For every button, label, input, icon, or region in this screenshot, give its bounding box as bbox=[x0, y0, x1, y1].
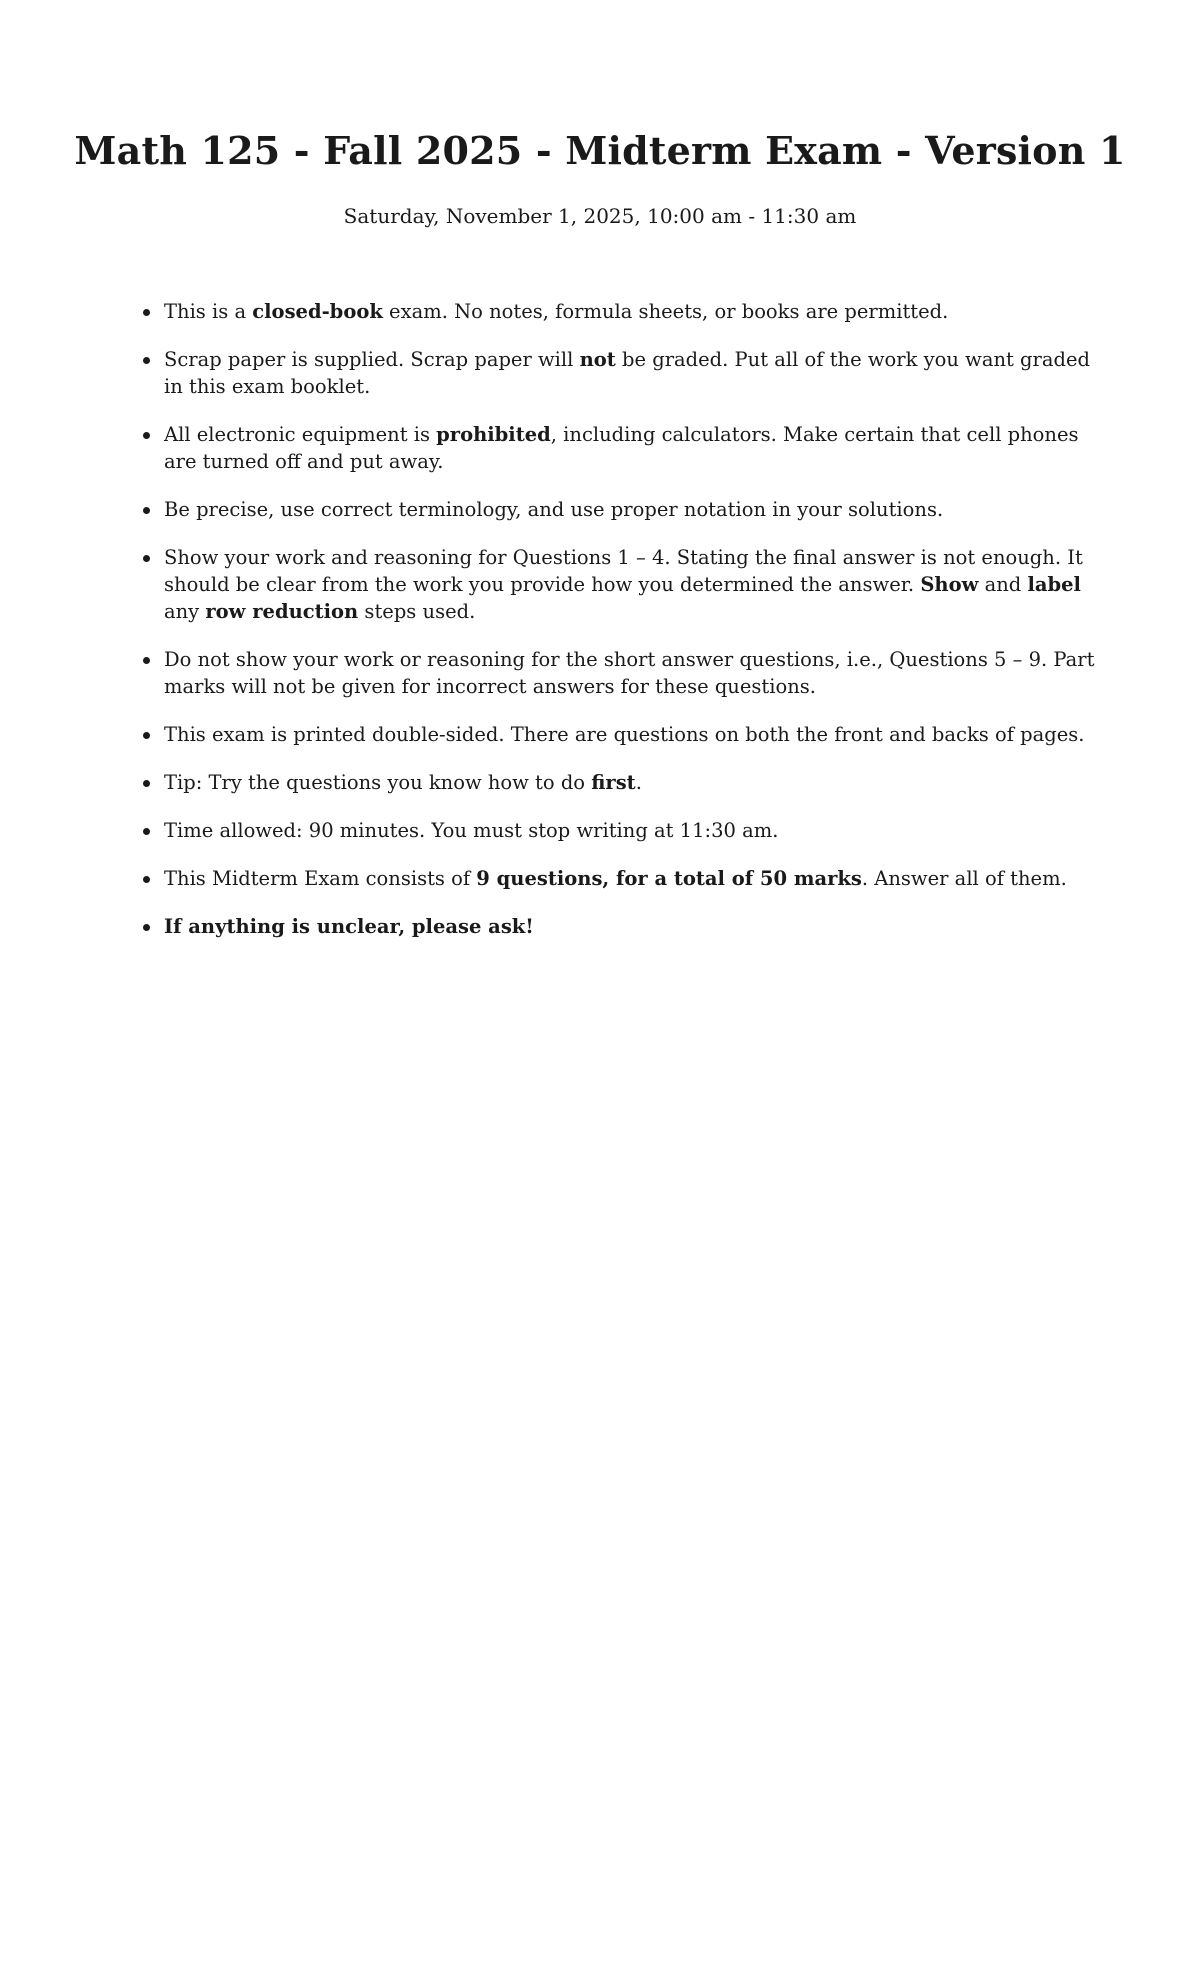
instruction-item bbox=[140, 769, 1100, 796]
instruction-text: Be precise, use correct terminology, and use proper notation in your solutions. bbox=[164, 498, 944, 521]
instruction-item bbox=[140, 913, 1100, 940]
bullet-icon bbox=[143, 732, 150, 739]
bullet-icon bbox=[143, 780, 150, 787]
instruction-text: be graded. Put all of the work you want graded in this exam booklet. bbox=[164, 348, 1090, 398]
instruction-text: exam. No notes, formula sheets, or books are permitted. bbox=[382, 300, 949, 323]
bullet-icon bbox=[143, 432, 150, 439]
instruction-emphasis: prohibited bbox=[436, 423, 551, 446]
bullet-icon bbox=[143, 357, 150, 364]
bullet-icon bbox=[143, 555, 150, 562]
instruction-item bbox=[140, 646, 1100, 700]
instruction-text: This exam is printed double-sided. There are questions on both the front and backs of pages. bbox=[164, 723, 1085, 746]
instruction-item bbox=[140, 865, 1100, 892]
exam-date-time: Saturday, November 1, 2025, 10:00 am - 11:30 am bbox=[343, 204, 857, 228]
instruction-item bbox=[140, 346, 1100, 400]
instruction-item bbox=[140, 298, 1100, 325]
instruction-text: . bbox=[635, 771, 642, 794]
instruction-item bbox=[140, 496, 1100, 523]
bullet-icon bbox=[143, 507, 150, 514]
instruction-item bbox=[140, 544, 1100, 625]
instruction-text: This is a bbox=[164, 300, 253, 323]
instruction-emphasis: closed-book bbox=[252, 300, 383, 323]
instruction-text: , including calculators. Make certain that cell phones are turned off and put away. bbox=[164, 423, 1079, 473]
instruction-emphasis: label bbox=[1027, 573, 1081, 596]
exam-title: Math 125 - Fall 2025 - Midterm Exam - Version 1 bbox=[74, 128, 1126, 173]
instruction-emphasis: Show bbox=[920, 573, 979, 596]
bullet-icon bbox=[143, 657, 150, 664]
instruction-text: Scrap paper is supplied. Scrap paper will bbox=[164, 348, 580, 371]
instruction-text: . Answer all of them. bbox=[861, 867, 1067, 890]
instruction-text: Tip: Try the questions you know how to do bbox=[164, 771, 592, 794]
instruction-text: All electronic equipment is bbox=[164, 423, 437, 446]
instruction-emphasis: not bbox=[579, 348, 616, 371]
instruction-text: steps used. bbox=[358, 600, 476, 623]
instruction-text: This Midterm Exam consists of bbox=[164, 867, 477, 890]
instruction-emphasis: 9 questions, for a total of 50 marks bbox=[476, 867, 862, 890]
bullet-icon bbox=[143, 876, 150, 883]
bullet-icon bbox=[143, 924, 150, 931]
instruction-text: Time allowed: 90 minutes. You must stop writing at 11:30 am. bbox=[164, 819, 779, 842]
instruction-item bbox=[140, 721, 1100, 748]
instruction-item bbox=[140, 421, 1100, 475]
instruction-text: any bbox=[164, 600, 206, 623]
instruction-text: and bbox=[978, 573, 1028, 596]
instruction-emphasis: first bbox=[591, 771, 636, 794]
instruction-text: Do not show your work or reasoning for the short answer questions, i.e., Questions 5 – 9. Part marks will not be given for incorrect answers for these questions. bbox=[164, 648, 1095, 698]
bullet-icon bbox=[143, 828, 150, 835]
instruction-item bbox=[140, 817, 1100, 844]
instruction-emphasis: If anything is unclear, please ask! bbox=[164, 915, 534, 938]
bullet-icon bbox=[143, 309, 150, 316]
instruction-emphasis: row reduction bbox=[205, 600, 359, 623]
instruction-text: Show your work and reasoning for Questions 1 – 4. Stating the final answer is not enough. It should be clear from the work you provide how you determined the answer. bbox=[164, 546, 1083, 596]
instructions-list bbox=[140, 298, 1100, 961]
